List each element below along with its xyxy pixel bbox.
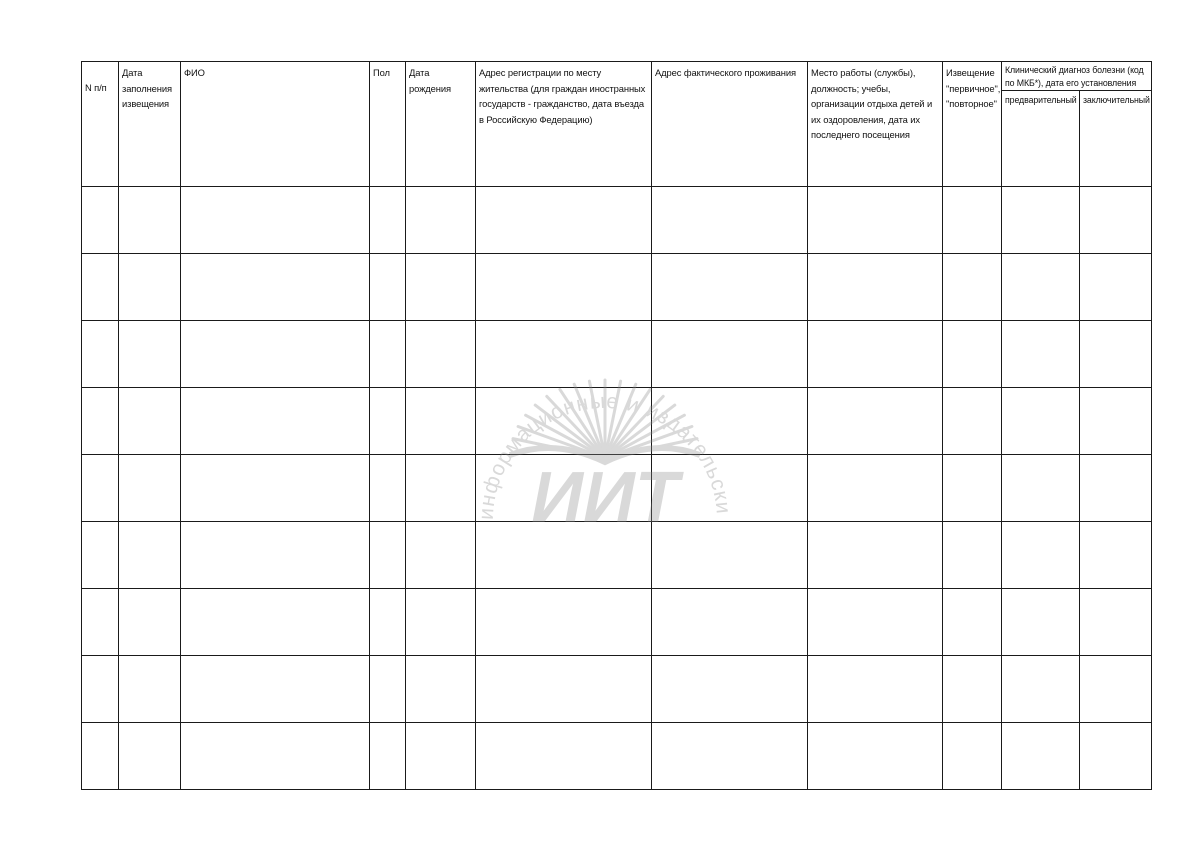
cell-fill-date[interactable]: [119, 723, 181, 790]
table-row: [82, 187, 1152, 254]
cell-number[interactable]: [82, 187, 119, 254]
cell-work-place[interactable]: [808, 656, 943, 723]
cell-diagnosis-final[interactable]: [1080, 321, 1152, 388]
header-diagnosis-final: заключительный: [1080, 91, 1152, 187]
cell-diagnosis-preliminary[interactable]: [1002, 455, 1080, 522]
cell-number[interactable]: [82, 656, 119, 723]
cell-fio[interactable]: [181, 455, 370, 522]
table-body: [82, 187, 1152, 790]
cell-work-place[interactable]: [808, 723, 943, 790]
cell-fill-date[interactable]: [119, 589, 181, 656]
register-sheet: [81, 61, 1151, 788]
cell-notice-type[interactable]: [943, 656, 1002, 723]
cell-notice-type[interactable]: [943, 455, 1002, 522]
cell-diagnosis-preliminary[interactable]: [1002, 656, 1080, 723]
cell-diagnosis-final[interactable]: [1080, 589, 1152, 656]
cell-registration-address[interactable]: [476, 723, 652, 790]
table-row: [82, 723, 1152, 790]
cell-work-place[interactable]: [808, 254, 943, 321]
cell-diagnosis-final[interactable]: [1080, 254, 1152, 321]
cell-sex[interactable]: [370, 455, 406, 522]
cell-notice-type[interactable]: [943, 187, 1002, 254]
header-diagnosis-preliminary: предварительный: [1002, 91, 1080, 187]
table-row: [82, 388, 1152, 455]
header-work-place: Место работы (службы), должность; учебы, организации отдыха детей и их оздоровления, дата их последнего посещения: [808, 62, 943, 187]
cell-registration-address[interactable]: [476, 321, 652, 388]
cell-registration-address[interactable]: [476, 656, 652, 723]
svg-text:ИИТ: ИИТ: [531, 458, 679, 538]
table-row: [82, 589, 1152, 656]
cell-diagnosis-final[interactable]: [1080, 455, 1152, 522]
cell-sex[interactable]: [370, 187, 406, 254]
cell-diagnosis-preliminary[interactable]: [1002, 589, 1080, 656]
cell-diagnosis-preliminary[interactable]: [1002, 388, 1080, 455]
cell-birth-date[interactable]: [406, 187, 476, 254]
cell-fio[interactable]: [181, 321, 370, 388]
cell-number[interactable]: [82, 388, 119, 455]
cell-diagnosis-final[interactable]: [1080, 187, 1152, 254]
cell-number[interactable]: [82, 254, 119, 321]
table-row: [82, 254, 1152, 321]
cell-birth-date[interactable]: [406, 321, 476, 388]
cell-diagnosis-preliminary[interactable]: [1002, 321, 1080, 388]
cell-actual-address[interactable]: [652, 388, 808, 455]
cell-actual-address[interactable]: [652, 187, 808, 254]
cell-work-place[interactable]: [808, 187, 943, 254]
cell-birth-date[interactable]: [406, 589, 476, 656]
cell-sex[interactable]: [370, 254, 406, 321]
cell-birth-date[interactable]: [406, 656, 476, 723]
cell-notice-type[interactable]: [943, 589, 1002, 656]
cell-fill-date[interactable]: [119, 388, 181, 455]
cell-sex[interactable]: [370, 321, 406, 388]
cell-diagnosis-final[interactable]: [1080, 723, 1152, 790]
cell-diagnosis-preliminary[interactable]: [1002, 522, 1080, 589]
cell-fio[interactable]: [181, 522, 370, 589]
cell-fill-date[interactable]: [119, 455, 181, 522]
cell-work-place[interactable]: [808, 522, 943, 589]
cell-sex[interactable]: [370, 589, 406, 656]
cell-fio[interactable]: [181, 254, 370, 321]
cell-work-place[interactable]: [808, 321, 943, 388]
header-sex: Пол: [370, 62, 406, 187]
cell-sex[interactable]: [370, 388, 406, 455]
cell-work-place[interactable]: [808, 455, 943, 522]
cell-diagnosis-final[interactable]: [1080, 388, 1152, 455]
cell-birth-date[interactable]: [406, 723, 476, 790]
cell-fio[interactable]: [181, 656, 370, 723]
cell-fio[interactable]: [181, 723, 370, 790]
cell-notice-type[interactable]: [943, 522, 1002, 589]
cell-birth-date[interactable]: [406, 522, 476, 589]
header-notice-type: Извещение "первичное", "повторное": [943, 62, 1002, 187]
cell-sex[interactable]: [370, 723, 406, 790]
cell-registration-address[interactable]: [476, 254, 652, 321]
cell-fill-date[interactable]: [119, 254, 181, 321]
cell-number[interactable]: [82, 455, 119, 522]
header-fill-date: Дата заполнения извещения: [119, 62, 181, 187]
cell-actual-address[interactable]: [652, 455, 808, 522]
cell-fill-date[interactable]: [119, 321, 181, 388]
cell-birth-date[interactable]: [406, 388, 476, 455]
cell-actual-address[interactable]: [652, 656, 808, 723]
header-actual-address: Адрес фактического проживания: [652, 62, 808, 187]
cell-actual-address[interactable]: [652, 522, 808, 589]
cell-notice-type[interactable]: [943, 723, 1002, 790]
header-birth-date: Дата рождения: [406, 62, 476, 187]
cell-actual-address[interactable]: [652, 589, 808, 656]
cell-actual-address[interactable]: [652, 254, 808, 321]
cell-fio[interactable]: [181, 187, 370, 254]
header-number: N п/п: [82, 62, 119, 187]
cell-number[interactable]: [82, 522, 119, 589]
table-row: [82, 321, 1152, 388]
cell-actual-address[interactable]: [652, 723, 808, 790]
cell-notice-type[interactable]: [943, 388, 1002, 455]
cell-work-place[interactable]: [808, 388, 943, 455]
cell-notice-type[interactable]: [943, 321, 1002, 388]
cell-birth-date[interactable]: [406, 254, 476, 321]
cell-registration-address[interactable]: [476, 522, 652, 589]
cell-fill-date[interactable]: [119, 187, 181, 254]
cell-fio[interactable]: [181, 589, 370, 656]
cell-sex[interactable]: [370, 522, 406, 589]
cell-diagnosis-final[interactable]: [1080, 656, 1152, 723]
cell-registration-address[interactable]: [476, 455, 652, 522]
cell-notice-type[interactable]: [943, 254, 1002, 321]
cell-registration-address[interactable]: [476, 388, 652, 455]
cell-number[interactable]: [82, 321, 119, 388]
table-row: [82, 522, 1152, 589]
cell-diagnosis-preliminary[interactable]: [1002, 254, 1080, 321]
table-row: [82, 455, 1152, 522]
cell-diagnosis-preliminary[interactable]: [1002, 723, 1080, 790]
cell-sex[interactable]: [370, 656, 406, 723]
cell-registration-address[interactable]: [476, 187, 652, 254]
cell-registration-address[interactable]: [476, 589, 652, 656]
cell-number[interactable]: [82, 723, 119, 790]
cell-fill-date[interactable]: [119, 656, 181, 723]
cell-diagnosis-final[interactable]: [1080, 522, 1152, 589]
cell-fio[interactable]: [181, 388, 370, 455]
svg-text:информационные и издательские: информационные и издательски: [474, 389, 735, 521]
notification-register-table: [81, 61, 1152, 790]
cell-birth-date[interactable]: [406, 455, 476, 522]
header-clinical-diagnosis: Клинический диагноз болезни (код по МКБ*), дата его установления: [1002, 62, 1152, 91]
header-fio: ФИО: [181, 62, 370, 187]
header-registration-address: Адрес регистрации по месту жительства (для граждан иностранных государств - гражданство, дата въезда в Российскую Федерацию): [476, 62, 652, 187]
cell-number[interactable]: [82, 589, 119, 656]
cell-work-place[interactable]: [808, 589, 943, 656]
table-row: [82, 656, 1152, 723]
cell-actual-address[interactable]: [652, 321, 808, 388]
cell-fill-date[interactable]: [119, 522, 181, 589]
cell-diagnosis-preliminary[interactable]: [1002, 187, 1080, 254]
